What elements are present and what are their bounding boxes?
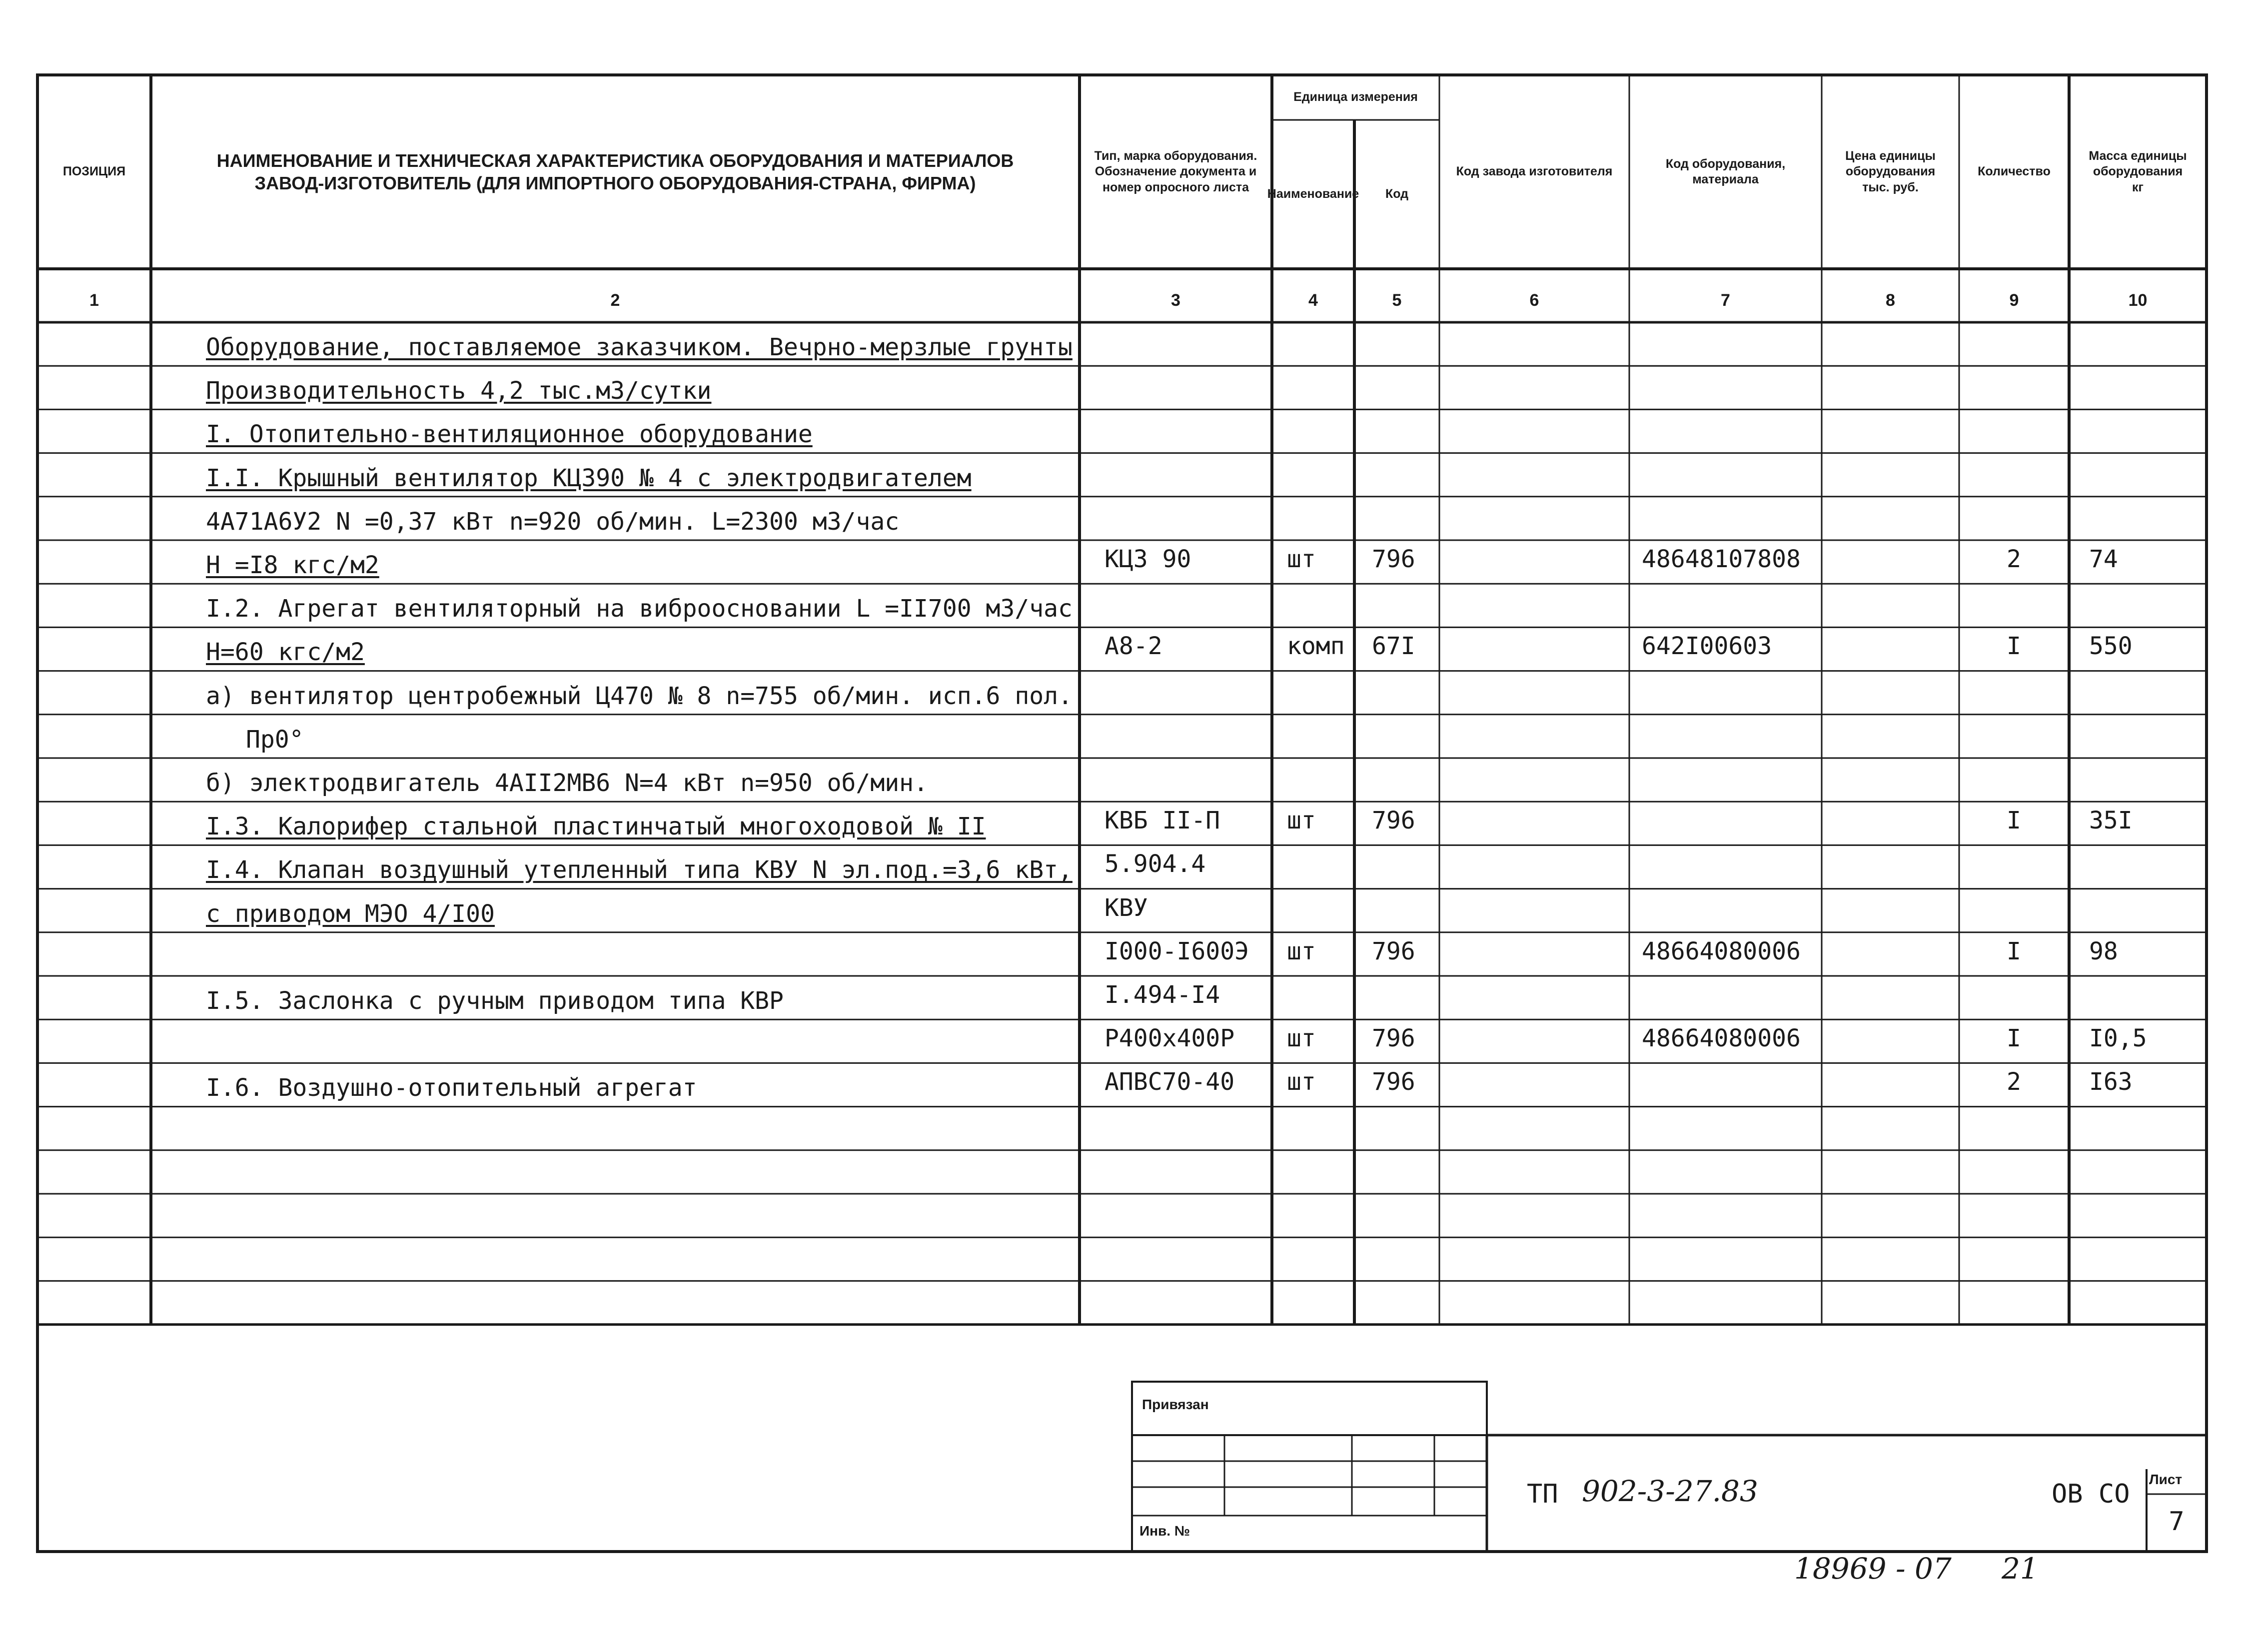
doc-prefix: ТП [1527, 1479, 1558, 1509]
item-equipment-code: 642I00603 [1642, 632, 1772, 661]
column-number: 1 [89, 291, 99, 310]
item-unit: шт [1287, 545, 1316, 573]
item-type: КВБ II-П [1105, 807, 1220, 835]
item-type: А8-2 [1105, 632, 1162, 661]
item-name: I.4. Клапан воздушный утепленный типа КВУ N эл.под.=3,6 кВт, [206, 856, 1073, 884]
item-type: КЦ3 90 [1105, 545, 1191, 573]
item-mass: 35I [2089, 807, 2133, 835]
item-unit-code: 796 [1372, 1068, 1415, 1096]
item-name: Оборудование, поставляемое заказчиком. Вечрно-мерзлые грунты [206, 333, 1073, 361]
column-number: 4 [1308, 291, 1318, 310]
column-number: 9 [2009, 291, 2019, 310]
doc-number: 902-3-27.83 [1582, 1474, 1758, 1508]
item-type: 5.904.4 [1105, 850, 1206, 878]
column-number: 5 [1392, 291, 1402, 310]
header-equipment-code: Код оборудования, материала [1665, 156, 1786, 186]
item-equipment-code: 48648107808 [1642, 545, 1801, 573]
page-number: 21 [2002, 1552, 2039, 1586]
column-number: 3 [1171, 291, 1180, 310]
header-type: Тип, марка оборудования. Обозначение документа и номер опросного листа [1094, 149, 1257, 194]
doc-mark: ОВ СО [2052, 1479, 2130, 1509]
archive-number: 18969 - 07 [1794, 1552, 1952, 1586]
item-name: I.5. Заслонка с ручным приводом типа КВР [206, 987, 784, 1015]
item-unit: комп [1287, 632, 1345, 661]
item-unit-code: 796 [1372, 807, 1415, 835]
item-unit: шт [1287, 807, 1316, 835]
column-number: 2 [610, 291, 620, 310]
item-mass: I63 [2089, 1068, 2133, 1096]
header-unit-group: Единица измерения [1293, 90, 1418, 104]
header-unit-code: Код [1385, 187, 1409, 201]
header-unit-mass: Масса единицы оборудования кг [2089, 149, 2187, 194]
item-name: а) вентилятор центробежный Ц470 № 8 n=755 об/мин. исп.6 пол. [206, 682, 1073, 710]
item-unit: шт [1287, 1024, 1316, 1053]
column-number: 8 [1886, 291, 1895, 310]
item-quantity: 2 [2007, 545, 2021, 573]
item-name: I.6. Воздушно-отопительный агрегат [206, 1074, 697, 1102]
item-type: АПВС70-40 [1105, 1068, 1235, 1096]
item-quantity: 2 [2007, 1068, 2021, 1096]
item-mass: 98 [2089, 937, 2118, 965]
header-position: ПОЗИЦИЯ [62, 164, 126, 179]
item-quantity: I [2007, 1024, 2021, 1053]
item-type: Р400х400Р [1105, 1024, 1235, 1053]
item-quantity: I [2007, 807, 2021, 835]
item-name: I.3. Калорифер стальной пластинчатый многоходовой № II [206, 813, 986, 841]
item-quantity: I [2007, 937, 2021, 965]
item-mass: 550 [2089, 632, 2133, 661]
header-unit-price: Цена единицы оборудования тыс. руб. [1845, 149, 1936, 194]
item-type: КВУ [1105, 893, 1148, 922]
item-name: I. Отопительно-вентиляционное оборудование [206, 420, 813, 449]
item-name: Н =I8 кгс/м2 [206, 551, 379, 579]
item-name: Пр0° [246, 725, 304, 754]
item-unit: шт [1287, 1068, 1316, 1096]
item-name: б) электродвигатель 4АII2МВ6 N=4 кВт n=950 об/мин. [206, 769, 928, 797]
item-unit-code: 796 [1372, 937, 1415, 965]
sheet-number: 7 [2169, 1507, 2185, 1537]
item-equipment-code: 48664080006 [1642, 937, 1801, 965]
header-unit-name: Наименование [1267, 187, 1359, 201]
header-factory-code: Код завода изготовителя [1456, 164, 1613, 179]
item-type: I000-I600Э [1105, 937, 1249, 965]
item-mass: I0,5 [2089, 1024, 2147, 1053]
item-unit-code: 796 [1372, 545, 1415, 573]
item-type: I.494-I4 [1105, 981, 1220, 1009]
linked-label: Привязан [1142, 1397, 1209, 1412]
sheet-label: Лист [2149, 1472, 2183, 1487]
item-mass: 74 [2089, 545, 2118, 573]
item-unit-code: 796 [1372, 1024, 1415, 1053]
item-name: Н=60 кгс/м2 [206, 638, 365, 667]
item-name: 4А71А6У2 N =0,37 кВт n=920 об/мин. L=2300 м3/час [206, 507, 900, 536]
item-unit: шт [1287, 937, 1316, 965]
item-name: I.I. Крышный вентилятор КЦ390 № 4 с электродвигателем [206, 464, 972, 492]
column-number: 6 [1529, 291, 1539, 310]
item-name: I.2. Агрегат вентиляторный на виброосновании L =II700 м3/час [206, 595, 1073, 623]
header-name: НАИМЕНОВАНИЕ И ТЕХНИЧЕСКАЯ ХАРАКТЕРИСТИКА ОБОРУДОВАНИЯ И МАТЕРИАЛОВ ЗАВОД-ИЗГОТОВИТЕЛЬ (ДЛЯ ИМПОРТНОГО ОБОРУДОВАНИЯ-СТРАНА, ФИРМА) [216, 150, 1014, 193]
item-name: Производительность 4,2 тыс.м3/сутки [206, 377, 712, 405]
item-unit-code: 67I [1372, 632, 1415, 661]
item-name: с приводом МЭО 4/I00 [206, 899, 495, 928]
header-quantity: Количество [1978, 164, 2051, 179]
inventory-number-label: Инв. № [1139, 1523, 1190, 1539]
item-equipment-code: 48664080006 [1642, 1024, 1801, 1053]
item-quantity: I [2007, 632, 2021, 661]
column-number: 7 [1721, 291, 1730, 310]
column-number: 10 [2128, 291, 2148, 310]
